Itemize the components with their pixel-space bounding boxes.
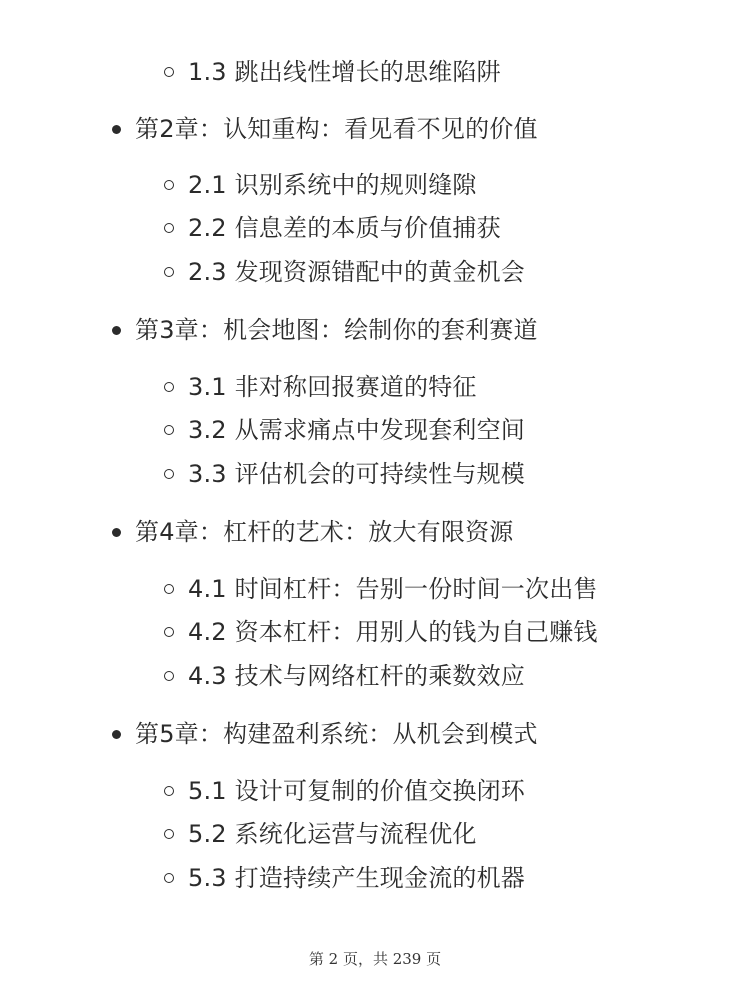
hollow-bullet-icon [164,873,174,883]
filled-bullet-icon [112,125,121,134]
hollow-bullet-icon [164,584,174,594]
toc-chapter-label: 第5章：构建盈利系统：从机会到模式 [135,720,538,748]
toc-section-label: 5.2 系统化运营与流程优化 [188,820,477,848]
toc-section-label: 1.3 跳出线性增长的思维陷阱 [188,58,501,86]
toc-section-label: 2.3 发现资源错配中的黄金机会 [188,258,525,286]
hollow-bullet-icon [164,671,174,681]
toc-section-label: 3.3 评估机会的可持续性与规模 [188,460,525,488]
filled-bullet-icon [112,326,121,335]
toc-section-label: 4.1 时间杠杆：告别一份时间一次出售 [188,575,598,603]
hollow-bullet-icon [164,469,174,479]
toc-section-label: 2.2 信息差的本质与价值捕获 [188,214,501,242]
toc-section-label: 4.3 技术与网络杠杆的乘数效应 [188,662,525,690]
hollow-bullet-icon [164,223,174,233]
hollow-bullet-icon [164,180,174,190]
hollow-bullet-icon [164,267,174,277]
hollow-bullet-icon [164,829,174,839]
hollow-bullet-icon [164,425,174,435]
toc-chapter-label: 第4章：杠杆的艺术：放大有限资源 [135,518,514,546]
hollow-bullet-icon [164,786,174,796]
toc-chapter-label: 第2章：认知重构：看见看不见的价值 [135,115,538,143]
toc-chapter-label: 第3章：机会地图：绘制你的套利赛道 [135,316,538,344]
hollow-bullet-icon [164,627,174,637]
toc-section-label: 2.1 识别系统中的规则缝隙 [188,171,477,199]
toc-section-label: 5.3 打造持续产生现金流的机器 [188,864,525,892]
hollow-bullet-icon [164,67,174,77]
toc-section-label: 3.2 从需求痛点中发现套利空间 [188,416,525,444]
page-indicator: 第 2 页，共 239 页 [308,950,442,968]
toc-section-label: 4.2 资本杠杆：用别人的钱为自己赚钱 [188,618,598,646]
toc-section-label: 5.1 设计可复制的价值交换闭环 [188,777,525,805]
toc-section-label: 3.1 非对称回报赛道的特征 [188,373,477,401]
filled-bullet-icon [112,730,121,739]
filled-bullet-icon [112,528,121,537]
hollow-bullet-icon [164,382,174,392]
